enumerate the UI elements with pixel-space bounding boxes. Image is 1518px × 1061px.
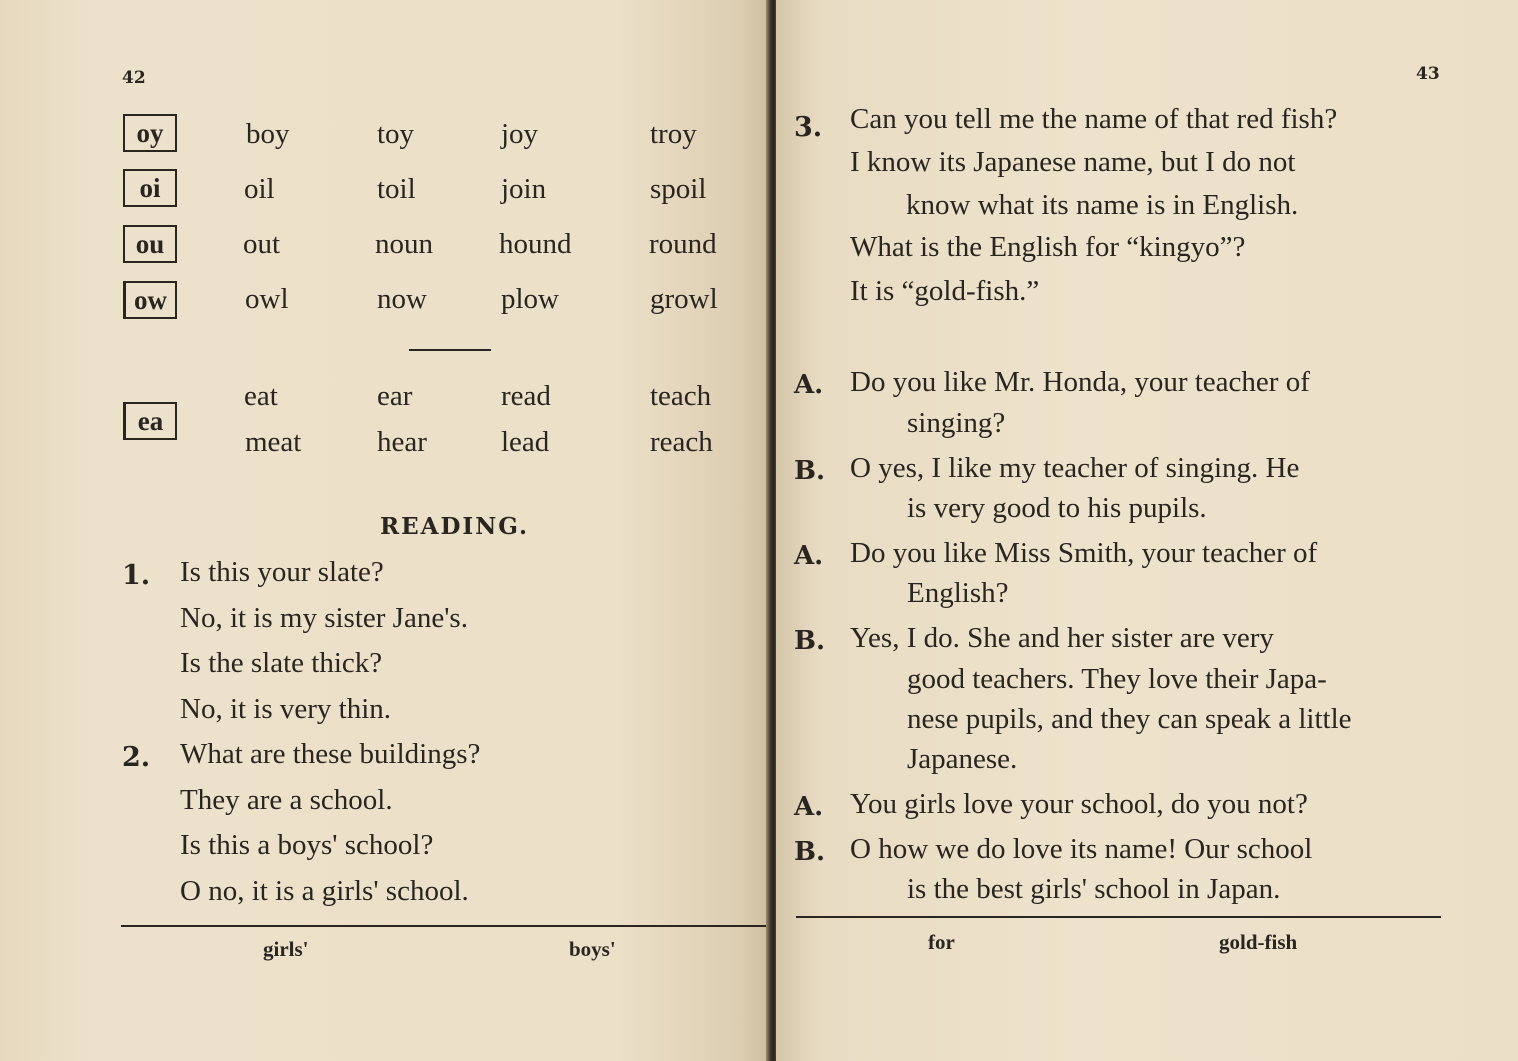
dialogue-line: singing? [907,407,1006,439]
speaker-label: B. [794,626,826,656]
dialogue-line: O how we do love its name! Our school [850,833,1313,865]
phonics-word: hound [499,228,572,260]
phonics-label-ea: ea [123,402,177,440]
dialogue-line: English? [907,577,1009,609]
dialogue-line: Yes, I do. She and her sister are very [850,622,1274,654]
phonics-word: owl [245,283,289,315]
phonics-word: noun [375,228,433,260]
footnote-word: for [928,930,955,954]
phonics-word: boy [246,118,290,150]
phonics-label-ou: ou [123,225,177,263]
dialogue-line: Do you like Miss Smith, your teacher of [850,537,1318,569]
phonics-word: eat [244,380,278,412]
phonics-word: growl [650,283,718,315]
phonics-word: read [501,380,551,412]
speaker-label: B. [794,456,826,486]
phonics-word: ear [377,380,413,412]
phonics-word: toil [377,173,416,205]
phonics-word: oil [244,173,275,205]
footnote-rule [121,925,766,927]
reading-line: No, it is very thin. [180,693,392,725]
reading-line: Is this your slate? [180,556,384,588]
footnote-word: boys' [569,937,616,961]
dialogue-line: good teachers. They love their Japa- [907,663,1327,695]
footnote-word: gold-fish [1219,930,1298,954]
page-number-right: 43 [1416,64,1440,84]
phonics-word: join [501,173,547,205]
right-page [776,0,1518,1061]
speaker-label: B. [794,837,826,867]
footnote-rule [796,916,1441,918]
phonics-word: plow [501,283,559,315]
phonics-word: reach [650,426,713,458]
reading-line: Is the slate thick? [180,647,383,679]
footnote-word: girls' [263,937,309,961]
reading-line: What is the English for “kingyo”? [850,231,1246,263]
page-number-left: 42 [122,68,146,88]
reading-line: They are a school. [180,784,393,816]
phonics-word: spoil [650,173,707,205]
dialogue-line: Do you like Mr. Honda, your teacher of [850,366,1310,398]
reading-line: know what its name is in English. [906,189,1299,221]
reading-line: Is this a boys' school? [180,829,434,861]
divider-short [409,349,491,351]
phonics-word: lead [501,426,550,458]
section-number: 1. [122,560,151,591]
section-number: 3. [794,112,823,143]
phonics-label-oi: oi [123,169,177,207]
phonics-word: troy [650,118,697,150]
phonics-label-ow: ow [123,281,177,319]
phonics-word: joy [501,118,539,150]
dialogue-line: is the best girls' school in Japan. [907,873,1281,905]
dialogue-line: Japanese. [907,743,1018,775]
dialogue-line: nese pupils, and they can speak a little [907,703,1352,735]
reading-line: It is “gold-fish.” [850,275,1040,307]
speaker-label: A. [794,792,824,822]
reading-heading: READING. [380,513,530,540]
speaker-label: A. [794,541,824,571]
phonics-label-oy: oy [123,114,177,152]
phonics-word: hear [377,426,427,458]
phonics-word: meat [245,426,302,458]
reading-line: What are these buildings? [180,738,481,770]
phonics-word: round [649,228,717,260]
phonics-word: out [243,228,281,260]
reading-line: Can you tell me the name of that red fish? [850,103,1338,135]
reading-line: I know its Japanese name, but I do not [850,146,1296,178]
dialogue-line: You girls love your school, do you not? [850,788,1308,820]
dialogue-line: is very good to his pupils. [907,492,1207,524]
dialogue-line: O yes, I like my teacher of singing. He [850,452,1300,484]
phonics-word: toy [377,118,415,150]
reading-line: O no, it is a girls' school. [180,875,469,907]
phonics-word: teach [650,380,712,412]
reading-line: No, it is my sister Jane's. [180,602,468,634]
phonics-word: now [377,283,427,315]
section-number: 2. [122,742,151,773]
speaker-label: A. [794,370,824,400]
